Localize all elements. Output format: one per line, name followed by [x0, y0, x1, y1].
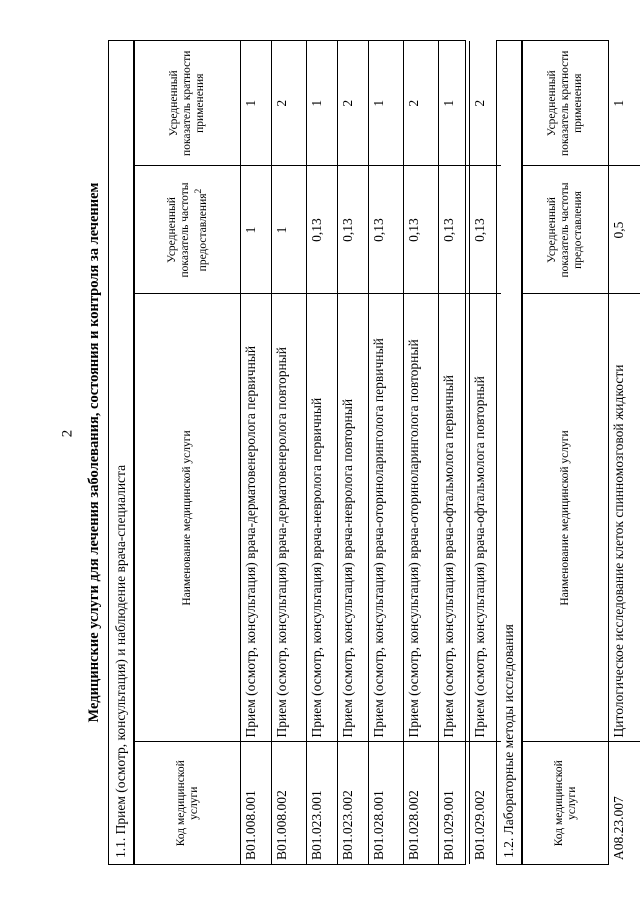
- section-consultations: [108, 40, 487, 865]
- section-caption: 1.1. Прием (осмотр, консультация) и наблюдение врача-специалиста: [109, 41, 134, 864]
- services-table: [522, 41, 640, 864]
- table-row: [241, 41, 272, 864]
- header-name: Наименование медицинской услуги: [523, 294, 609, 742]
- header-multiplicity: Усредненный показатель кратности применения: [523, 41, 609, 166]
- service-name: Прием (осмотр, консультация) врача-офтальмолога первичный: [439, 294, 470, 742]
- service-code: B01.028.002: [404, 742, 439, 864]
- service-multiplicity: 2: [404, 41, 439, 166]
- service-frequency: 1: [272, 166, 307, 294]
- service-frequency: 0,13: [439, 166, 470, 294]
- service-code: B01.029.001: [439, 742, 470, 864]
- service-frequency: 0,13: [369, 166, 404, 294]
- table-row: [404, 41, 439, 864]
- table-row: [338, 41, 369, 864]
- page-number: 2: [59, 429, 76, 438]
- table-header-row: [523, 41, 609, 864]
- service-code: B01.023.001: [307, 742, 338, 864]
- rotated-document-body: [82, 40, 626, 865]
- service-multiplicity: 2: [470, 41, 501, 166]
- service-frequency: 0,13: [404, 166, 439, 294]
- service-code: B01.023.002: [338, 742, 369, 864]
- table-row: [439, 41, 470, 864]
- service-code: A08.23.007: [609, 742, 640, 864]
- section-laboratory: [496, 40, 626, 865]
- footnote-mark: 2: [192, 188, 204, 194]
- service-frequency: 0,5: [609, 166, 640, 294]
- service-name: Цитологическое исследование клеток спинномозговой жидкости: [609, 294, 640, 742]
- service-name: Прием (осмотр, консультация) врача-невролога первичный: [307, 294, 338, 742]
- table-header-row: [135, 41, 241, 864]
- service-name: Прием (осмотр, консультация) врача-дерматовенеролога первичный: [241, 294, 272, 742]
- service-code: B01.008.002: [272, 742, 307, 864]
- header-frequency-text: Усредненный показатель частоты предоставления: [165, 182, 209, 278]
- header-frequency: Усредненный показатель частоты предоставления: [523, 166, 609, 294]
- service-name: Прием (осмотр, консультация) врача-невролога повторный: [338, 294, 369, 742]
- service-multiplicity: 1: [241, 41, 272, 166]
- service-code: B01.008.001: [241, 742, 272, 864]
- service-multiplicity: 2: [338, 41, 369, 166]
- service-multiplicity: 1: [609, 41, 640, 166]
- header-code: Код медицинской услуги: [523, 742, 609, 864]
- service-name: Прием (осмотр, консультация) врача-оториноларинголога повторный: [404, 294, 439, 742]
- service-frequency: 0,13: [307, 166, 338, 294]
- header-name: Наименование медицинской услуги: [135, 294, 241, 742]
- table-row: [272, 41, 307, 864]
- section-caption: 1.2. Лабораторные методы исследования: [497, 41, 522, 864]
- service-name: Прием (осмотр, консультация) врача-офтальмолога повторный: [470, 294, 501, 742]
- header-frequency: [135, 166, 241, 294]
- service-multiplicity: 1: [307, 41, 338, 166]
- service-code: B01.029.002: [470, 742, 501, 864]
- document-title: Медицинские услуги для лечения заболевания, состояния и контроля за лечением: [86, 182, 102, 723]
- table-row: [307, 41, 338, 864]
- service-multiplicity: 1: [439, 41, 470, 166]
- service-name: Прием (осмотр, консультация) врача-дерматовенеролога повторный: [272, 294, 307, 742]
- service-multiplicity: 1: [369, 41, 404, 166]
- table-row: [609, 41, 640, 864]
- service-name: Прием (осмотр, консультация) врача-оториноларинголога первичный: [369, 294, 404, 742]
- service-multiplicity: 2: [272, 41, 307, 166]
- service-frequency: 0,13: [470, 166, 501, 294]
- services-table: [134, 41, 501, 864]
- service-frequency: 1: [241, 166, 272, 294]
- header-code: Код медицинской услуги: [135, 742, 241, 864]
- service-frequency: 0,13: [338, 166, 369, 294]
- service-code: B01.028.001: [369, 742, 404, 864]
- header-multiplicity: Усредненный показатель кратности применения: [135, 41, 241, 166]
- table-row: [369, 41, 404, 864]
